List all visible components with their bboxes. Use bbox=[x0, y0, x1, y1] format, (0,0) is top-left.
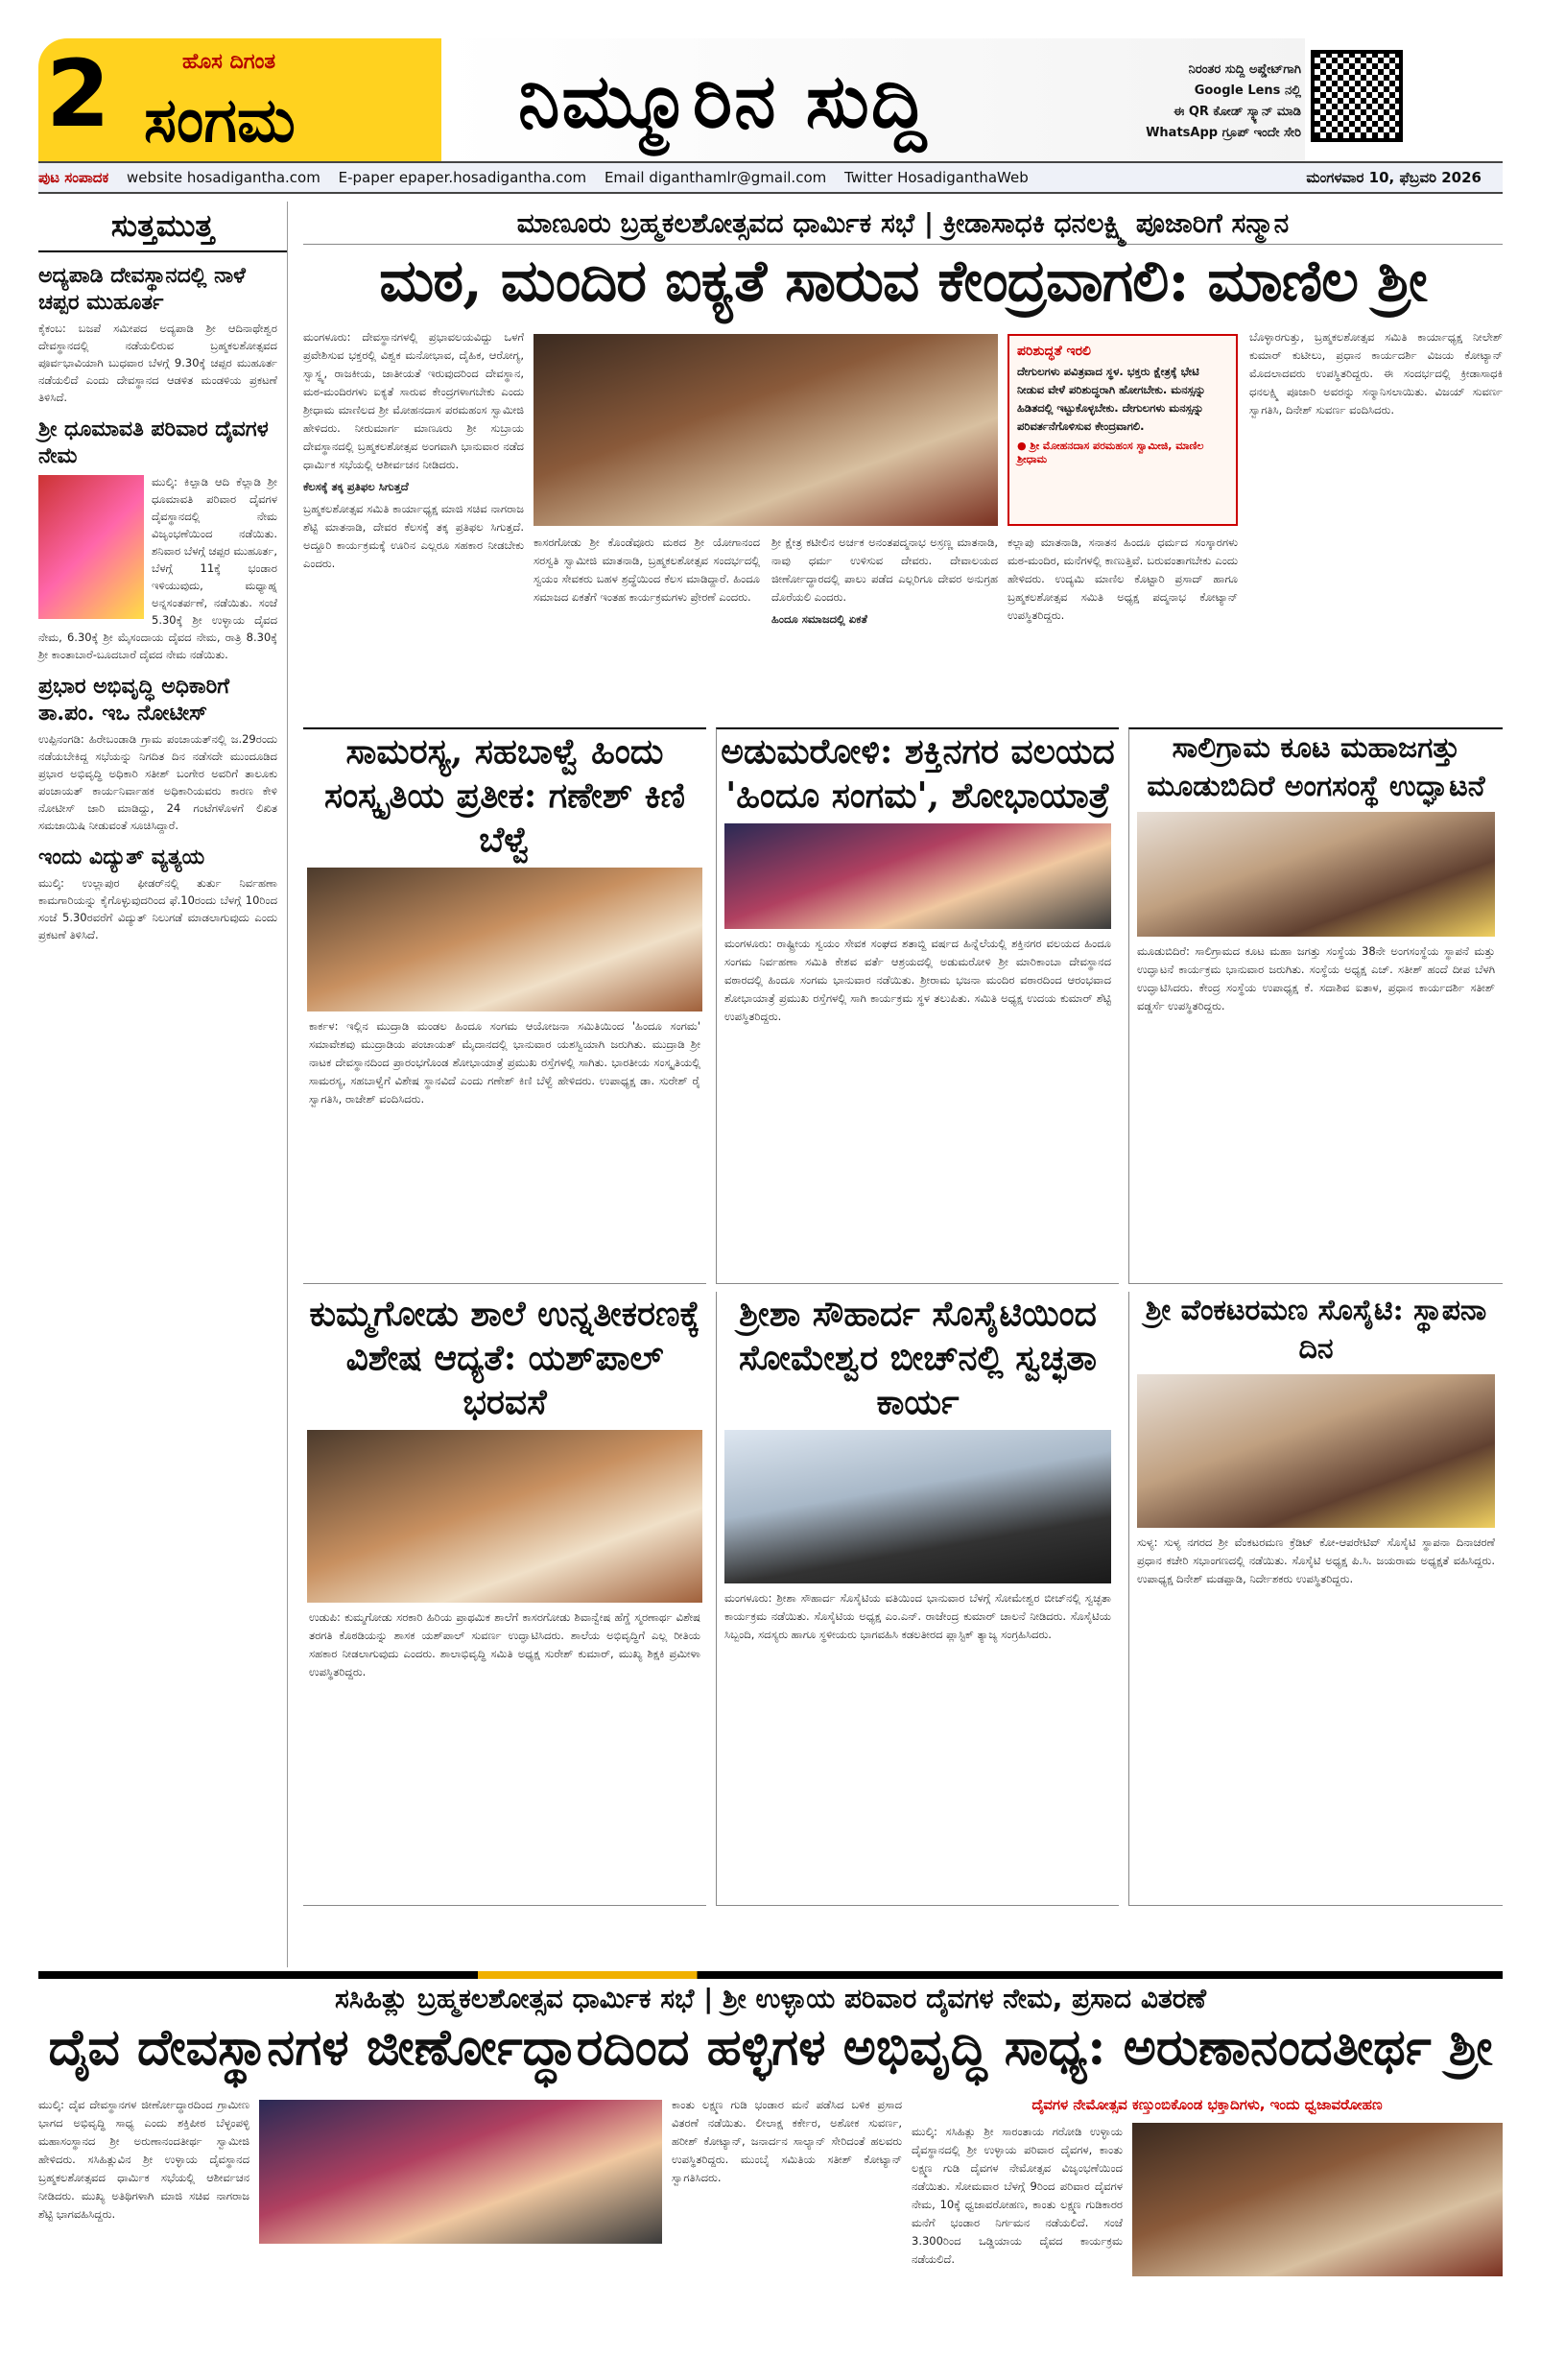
story-photo bbox=[307, 1430, 702, 1603]
left-story-3-headline: ಪ್ರಭಾರ ಅಭಿವೃದ್ಧಿ ಅಧಿಕಾರಿಗೆ ತಾ.ಪಂ. ಇಒ ನೋಟೀಸ್ bbox=[38, 674, 229, 726]
quote-box-byline: ● ಶ್ರೀ ಮೋಹನದಾಸ ಪರಮಹಂಸ ಸ್ವಾಮೀಜಿ, ಮಾಣಿಲ ಶ್ರೀಧಾಮ bbox=[1017, 440, 1204, 465]
bottom-red-kicker: ದೈವಗಳ ನೇಮೋತ್ಸವ ಕಣ್ತುಂಬಿಕೊಂಡ ಭಕ್ತಾದಿಗಳು, ಇಂದು ಧ್ವಜಾವರೋಹಣ bbox=[1031, 2096, 1383, 2113]
story-body: ಉಡುಪಿ: ಕುಮ್ಮಗೋಡು ಸರಕಾರಿ ಹಿರಿಯ ಪ್ರಾಥಮಿಕ ಶಾಲೆಗೆ ಕಾಸರಗೋಡು ಶಿವಾನ್ವೇಷ ಹೆಗ್ಡೆ ಸ್ಮರಣಾರ್ಥ ವಿಶೇಷ ತರಗತಿ ಕೊಠಡಿಯನ್ನು ಶಾಸಕ ಯಶ್‌ಪಾಲ್ ಸುವರ್ಣ ಉದ್ಘಾಟಿಸಿದರು. ಶಾಲೆಯ ಅಭಿವೃದ್ಧಿಗೆ ಎಲ್ಲ ರೀತಿಯ ಸಹಕಾರ ನೀಡಲಾಗುವುದು ಎಂದರು. ಶಾಲಾಭಿವೃದ್ಧಿ ಸಮಿತಿ ಅಧ್ಯಕ್ಷ ಸುರೇಶ್ ಕುಮಾರ್, ಮುಖ್ಯ ಶಿಕ್ಷಕಿ ಪ್ರಮೀಳಾ ಉಪಸ್ಥಿತರಿದ್ದರು. bbox=[309, 1610, 700, 1678]
story-headline: ಕುಮ್ಮಗೋಡು ಶಾಲೆ ಉನ್ನತೀಕರಣಕ್ಕೆ ವಿಶೇಷ ಆದ್ಯತೆ: ಯಶ್‌ಪಾಲ್ ಭರವಸೆ bbox=[309, 1294, 700, 1422]
website-link[interactable]: website hosadigantha.com bbox=[126, 169, 320, 186]
twitter-link[interactable]: Twitter HosadiganthaWeb bbox=[844, 169, 1029, 186]
qr-code-icon[interactable] bbox=[1311, 50, 1403, 142]
story-body: ಮಂಗಳೂರು: ರಾಷ್ಟ್ರೀಯ ಸ್ವಯಂ ಸೇವಕ ಸಂಘದ ಶತಾಬ್ದಿ ವರ್ಷದ ಹಿನ್ನೆಲೆಯಲ್ಲಿ ಶಕ್ತಿನಗರ ವಲಯದ ಹಿಂದೂ ಸಂಗಮ ನಿರ್ವಹಣಾ ಸಮಿತಿ ಕೇಶವ ವರ್ತೆ ಆಶ್ರಯದಲ್ಲಿ ಅಡುಮರೋಳಿ ಶ್ರೀ ಮಾರಿಕಾಂಬಾ ದೇವಸ್ಥಾನದ ವಠಾರದಲ್ಲಿ ಹಿಂದೂ ಸಂಗಮ ಭಾನುವಾರ ನಡೆಯಿತು. ಶ್ರೀರಾಮ ಭಜನಾ ಮಂದಿರ ವಠಾರದಿಂದ ಆರಂಭವಾದ ಶೋಭಾಯಾತ್ರೆ ಪ್ರಮುಖ ರಸ್ತೆಗಳಲ್ಲಿ ಸಾಗಿ ಕಾರ್ಯಕ್ರಮ ಸ್ಥಳ ತಲುಪಿತು. ಸಮಿತಿ ಅಧ್ಯಕ್ಷ ಉದಯ ಕುಮಾರ್ ಶೆಟ್ಟಿ ಉಪಸ್ಥಿತರಿದ್ದರು. bbox=[724, 937, 1111, 1023]
story-body: ಮೂಡುಬಿದಿರೆ: ಸಾಲಿಗ್ರಾಮದ ಕೂಟ ಮಹಾ ಜಗತ್ತು ಸಂಸ್ಥೆಯ 38ನೇ ಅಂಗಸಂಸ್ಥೆಯ ಸ್ಥಾಪನೆ ಮತ್ತು ಉದ್ಘಾಟನೆ ಕಾರ್ಯಕ್ರಮ ಭಾನುವಾರ ಜರುಗಿತು. ಸಂಸ್ಥೆಯ ಅಧ್ಯಕ್ಷ ಎಚ್. ಸತೀಶ್ ಹಂದೆ ದೀಪ ಬೆಳಗಿ ಉದ್ಘಾಟಿಸಿದರು. ಕೇಂದ್ರ ಸಂಸ್ಥೆಯ ಉಪಾಧ್ಯಕ್ಷ ಕೆ. ಸದಾಶಿವ ಐತಾಳ, ಪ್ರಧಾನ ಕಾರ್ಯದರ್ಶಿ ಸತೀಶ್ ವಡ್ಡರ್ಸೆ ಉಪಸ್ಥಿತರಿದ್ದರು. bbox=[1137, 944, 1495, 1012]
story-photo bbox=[724, 823, 1111, 929]
daiva-photo bbox=[38, 475, 144, 619]
left-story-2-body: ಮುಲ್ಕಿ: ಕಿಲ್ಪಾಡಿ ಆದಿ ಕೆಲ್ಲಾಡಿ ಶ್ರೀ ಧೂಮಾವತಿ ಪರಿವಾರ ದೈವಗಳ ದೈವಸ್ಥಾನದಲ್ಲಿ ನೇಮ ವಿಜೃಂಭಣೆಯಿಂದ ನಡೆಯಿತು. ಶನಿವಾರ ಬೆಳಗ್ಗೆ ಚಪ್ಪರ ಮುಹೂರ್ತ, ಬೆಳಗ್ಗೆ 11ಕ್ಕೆ ಭಂಡಾರ ಇಳಿಯುವುದು, ಮಧ್ಯಾಹ್ನ ಅನ್ನಸಂತರ್ಪಣೆ, ನಡೆಯಿತು. ಸಂಜೆ 5.30ಕ್ಕೆ ಶ್ರೀ ಉಳ್ಳಾಯ ದೈವದ ನೇಮ, 6.30ಕ್ಕೆ ಶ್ರೀ ಮೈಸಂದಾಯ ದೈವದ ನೇಮ, ರಾತ್ರಿ 8.30ಕ್ಕೆ ಶ್ರೀ ಕಾಂತಾಬಾರೆ-ಬೂದಬಾರೆ ದೈವದ ನೇಮ ನಡೆಯಿತು. bbox=[38, 475, 277, 661]
page-number: 2 bbox=[46, 40, 110, 148]
lead-subhead-1: ಕೆಲಸಕ್ಕೆ ತಕ್ಕ ಪ್ರತಿಫಲ ಸಿಗುತ್ತದೆ bbox=[303, 480, 409, 493]
story-photo bbox=[724, 1430, 1111, 1583]
qr-promo bbox=[1075, 60, 1301, 144]
left-story-4-body: ಮುಲ್ಕಿ: ಉಲ್ಲಾಪುರ ಫೀಡರ್‌ನಲ್ಲಿ ತುರ್ತು ನಿರ್ವಹಣಾ ಕಾಮಗಾರಿಯನ್ನು ಕೈಗೊಳ್ಳುವುದರಿಂದ ಫೆ.10ರಂದು ಬೆಳಗ್ಗೆ 10ರಿಂದ ಸಂಜೆ 5.30ರವರೆಗೆ ವಿದ್ಯುತ್ ನಿಲುಗಡೆ ಮಾಡಲಾಗುವುದು ಎಂದು ಪ್ರಕಟಣೆ ತಿಳಿಸಿದೆ. bbox=[38, 876, 277, 941]
lead-body-5: ಕಲ್ಲಾಪು ಮಾತನಾಡಿ, ಸನಾತನ ಹಿಂದೂ ಧರ್ಮದ ಸಂಸ್ಕಾರಗಳು ಮಠ-ಮಂದಿರ, ಮನೆಗಳಲ್ಲಿ ಕಾಣುತ್ತಿವೆ. ಬರುವಂತಾಗಬೇಕು ಎಂದು ಹೇಳಿದರು. ಉದ್ಯಮಿ ಮಾಣಿಲ ಕೊಟ್ಟಾರಿ ಪ್ರಸಾದ್ ಹಾಗೂ ಬ್ರಹ್ಮಕಲಶೋತ್ಸವ ಸಮಿತಿ ಅಧ್ಯಕ್ಷ ಪದ್ಮನಾಭ ಕೋಟ್ಯಾನ್ ಉಪಸ್ಥಿತರಿದ್ದರು. bbox=[1008, 536, 1238, 622]
brand-name: ಹೊಸ ದಿಗಂತ bbox=[182, 50, 276, 74]
story-body: ಕಾರ್ಕಳ: ಇಲ್ಲಿನ ಮುದ್ರಾಡಿ ಮಂಡಲ ಹಿಂದೂ ಸಂಗಮ ಆಯೋಜನಾ ಸಮಿತಿಯಿಂದ 'ಹಿಂದೂ ಸಂಗಮ' ಸಮಾವೇಶವು ಮುದ್ರಾಡಿಯ ಪಂಚಾಯತ್ ಮೈದಾನದಲ್ಲಿ ಭಾನುವಾರ ಯಶಸ್ವಿಯಾಗಿ ಜರುಗಿತು. ಮುದ್ರಾಡಿ ಶ್ರೀ ನಾಟಕ ದೇವಸ್ಥಾನದಿಂದ ಪ್ರಾರಂಭಗೊಂಡ ಶೋಭಾಯಾತ್ರೆ ಪ್ರಮುಖ ರಸ್ತೆಗಳಲ್ಲಿ ಸಾಗಿತು. ಭಾರತೀಯ ಸಂಸ್ಕೃತಿಯಲ್ಲಿ ಸಾಮರಸ್ಯ, ಸಹಬಾಳ್ವೆಗೆ ವಿಶೇಷ ಸ್ಥಾನವಿದೆ ಎಂದು ಗಣೇಶ್ ಕಿಣಿ ಬೆಳ್ವೆ ಹೇಳಿದರು. ಉಪಾಧ್ಯಕ್ಷ ಡಾ. ಸುರೇಶ್ ರೈ ಸ್ವಾಗತಿಸಿ, ರಾಜೇಶ್ ವಂದಿಸಿದರು. bbox=[309, 1019, 700, 1106]
bottom-story bbox=[38, 1983, 1503, 2367]
lead-body-3: ಕಾಸರಗೋಡು ಶ್ರೀ ಕೊಂಡೆವೂರು ಮಠದ ಶ್ರೀ ಯೋಗಾನಂದ ಸರಸ್ವತಿ ಸ್ವಾಮೀಜಿ ಮಾತನಾಡಿ, ಬ್ರಹ್ಮಕಲಶೋತ್ಸವ ಸಂದರ್ಭದಲ್ಲಿ ಸ್ವಯಂ ಸೇವಕರು ಬಹಳ ಶ್ರದ್ಧೆಯಿಂದ ಕೆಲಸ ಮಾಡಿದ್ದಾರೆ. ಹಿಂದೂ ಸಮಾಜದ ಏಕತೆಗೆ ಇಂತಹ ಕಾರ್ಯಕ್ರಮಗಳು ಪ್ರೇರಣೆ ಎಂದರು. bbox=[533, 536, 760, 604]
promo-line-1: ನಿರಂತರ ಸುದ್ದಿ ಅಪ್ಡೇಟ್‌ಗಾಗಿ bbox=[1188, 62, 1301, 77]
lead-headline: ಮಠ, ಮಂದಿರ ಐಕ್ಯತೆ ಸಾರುವ ಕೇಂದ್ರವಾಗಲಿ: ಮಾಣಿಲ ಶ್ರೀ bbox=[379, 248, 1427, 315]
left-story-1-body: ಕೈಕಂಬ: ಬಜಪೆ ಸಮೀಪದ ಅದ್ಯಪಾಡಿ ಶ್ರೀ ಆದಿನಾಥೇಶ್ವರ ದೇವಸ್ಥಾನದಲ್ಲಿ ನಡೆಯಲಿರುವ ಬ್ರಹ್ಮಕಲಶೋತ್ಸವದ ಪೂರ್ವಭಾವಿಯಾಗಿ ಬುಧವಾರ ಬೆಳಗ್ಗೆ 9.30ಕ್ಕೆ ಚಪ್ಪರ ಮುಹೂರ್ತ ನಡೆಯಲಿದೆ ಎಂದು ದೇವಸ್ಥಾನದ ಆಡಳಿತ ಮಂಡಳಿಯ ಪ್ರಕಟಣೆ ತಿಳಿಸಿದೆ. bbox=[38, 321, 277, 404]
left-column bbox=[38, 202, 288, 1967]
bottom-photo-1 bbox=[259, 2100, 662, 2244]
bottom-body-1: ಮುಲ್ಕಿ: ದೈವ ದೇವಸ್ಥಾನಗಳ ಜೀರ್ಣೋದ್ಧಾರದಿಂದ ಗ್ರಾಮೀಣ ಭಾಗದ ಅಭಿವೃದ್ಧಿ ಸಾಧ್ಯ ಎಂದು ಶಕ್ತಿಪೀಠ ಬೆಳ್ಳಂಪಳ್ಳಿ ಮಹಾಸಂಸ್ಥಾನದ ಶ್ರೀ ಅರುಣಾನಂದತೀರ್ಥ ಸ್ವಾಮೀಜಿ ಹೇಳಿದರು. ಸಸಿಹಿತ್ಲುವಿನ ಶ್ರೀ ಉಳ್ಳಾಯ ದೈವಸ್ಥಾನದ ಬ್ರಹ್ಮಕಲಶೋತ್ಸವದ ಧಾರ್ಮಿಕ ಸಭೆಯಲ್ಲಿ ಆಶೀರ್ವಚನ ನೀಡಿದರು. ಮುಖ್ಯ ಅತಿಥಿಗಳಾಗಿ ಮಾಜಿ ಸಚಿವ ನಾಗರಾಜ ಶೆಟ್ಟಿ ಭಾಗವಹಿಸಿದ್ದರು. bbox=[38, 2098, 249, 2221]
story-photo bbox=[307, 868, 702, 1012]
page-title: ನಿಮ್ಮೂರಿನ ಸುದ್ದಿ bbox=[518, 58, 929, 145]
bottom-kicker: ಸಸಿಹಿತ್ಲು ಬ್ರಹ್ಮಕಲಶೋತ್ಸವ ಧಾರ್ಮಿಕ ಸಭೆ | ಶ್ರೀ ಉಳ್ಳಾಯ ಪರಿವಾರ ದೈವಗಳ ನೇಮ, ಪ್ರಸಾದ ವಿತರಣೆ bbox=[335, 1983, 1206, 2014]
info-strip bbox=[38, 161, 1503, 194]
story-saligrama-kuta bbox=[1128, 727, 1503, 1284]
story-headline: ಅಡುಮರೋಳಿ: ಶಕ್ತಿನಗರ ವಲಯದ 'ಹಿಂದೂ ಸಂಗಮ', ಶೋಭಾಯಾತ್ರೆ bbox=[721, 731, 1115, 816]
story-venkataramana-society bbox=[1128, 1292, 1503, 1906]
lead-body-1-text: ಮಂಗಳೂರು: ದೇವಸ್ಥಾನಗಳಲ್ಲಿ ಪ್ರಭಾವಲಯವಿದ್ದು ಒಳಗೆ ಪ್ರವೇಶಿಸುವ ಭಕ್ತರಲ್ಲಿ ವಿಶ್ವಕ ಮನೋಭಾವ, ದೈಹಿಕ, ಆರೋಗ್ಯ, ಸ್ವಾಸ್ಥ್ಯ, ರಾಜಕೀಯ, ಜಾತೀಯತೆ ಇರುವುದರಿಂದ ದೇವಸ್ಥಾನ, ಮಠ-ಮಂದಿರಗಳು ಐಕ್ಯತೆ ಸಾರುವ ಕೇಂದ್ರಗಳಾಗಬೇಕು ಎಂದು ಶ್ರೀಧಾಮ ಮಾಣಿಲದ ಶ್ರೀ ಮೋಹನದಾಸ ಪರಮಹಂಸ ಸ್ವಾಮೀಜಿ ಹೇಳಿದರು. ನೀರುಮಾರ್ಗ ಮಾಣೂರು ಶ್ರೀ ಸುಬ್ರಾಯ ದೇವಸ್ಥಾನದಲ್ಲಿ ಬ್ರಹ್ಮಕಲಶೋತ್ಸವ ಅಂಗವಾಗಿ ಭಾನುವಾರ ನಡೆದ ಧಾರ್ಮಿಕ ಸಭೆಯಲ್ಲಿ ಆಶೀರ್ವಚನ ನೀಡಿದರು. bbox=[303, 330, 524, 471]
bottom-body-2: ಕಾಂತು ಲಕ್ಷ್ಮಣ ಗುಡಿ ಭಂಡಾರ ಮನೆ ಪಡೆಸಿದ ಬಳಿಕ ಪ್ರಸಾದ ವಿತರಣೆ ನಡೆಯಿತು. ಲೀಲಾಕ್ಷ ಕರ್ಕೇರ, ಅಶೋಕ ಸುವರ್ಣ, ಹರೀಶ್ ಕೋಟ್ಯಾನ್, ಜನಾರ್ದನ ಸಾಲ್ಯಾನ್ ಸೇರಿದಂತೆ ಹಲವರು ಉಪಸ್ಥಿತರಿದ್ದರು. ಮುಂಬೈ ಸಮಿತಿಯ ಸತೀಶ್ ಕೋಟ್ಯಾನ್ ಸ್ವಾಗತಿಸಿದರು. bbox=[672, 2098, 902, 2184]
issue-date: ಮಂಗಳವಾರ 10, ಫೆಬ್ರವರಿ 2026 bbox=[1306, 169, 1482, 186]
story-photo bbox=[1137, 812, 1495, 937]
promo-line-4: WhatsApp ಗ್ರೂಪ್ ಇಂದೇ ಸೇರಿ bbox=[1146, 126, 1301, 140]
lead-body-2-text: ಬ್ರಹ್ಮಕಲಶೋತ್ಸವ ಸಮಿತಿ ಕಾರ್ಯಾಧ್ಯಕ್ಷ ಮಾಜಿ ಸಚಿವ ನಾಗರಾಜ ಶೆಟ್ಟಿ ಮಾತನಾಡಿ, ದೇವರ ಕೆಲಸಕ್ಕೆ ತಕ್ಕ ಪ್ರತಿಫಲ ಸಿಗುತ್ತದೆ. ಅದ್ದೂರಿ ಕಾರ್ಯಕ್ರಮಕ್ಕೆ ಊರಿನ ಎಲ್ಲರೂ ಸಹಕಾರ ನೀಡಬೇಕು ಎಂದರು. bbox=[303, 502, 524, 570]
lead-story bbox=[303, 203, 1503, 722]
bottom-headline: ದೈವ ದೇವಸ್ಥಾನಗಳ ಜೀರ್ಣೋದ್ಧಾರದಿಂದ ಹಳ್ಳಿಗಳ ಅಭಿವೃದ್ಧಿ ಸಾಧ್ಯ: ಅರುಣಾನಂದತೀರ್ಥ ಶ್ರೀ bbox=[48, 2018, 1493, 2077]
masthead-yellow-block bbox=[38, 38, 441, 161]
masthead bbox=[38, 38, 1503, 161]
story-adumaroli-sangama bbox=[716, 727, 1119, 1284]
story-headline: ಶ್ರೀಶಾ ಸೌಹಾರ್ದ ಸೊಸೈಟಿಯಿಂದ ಸೋಮೇಶ್ವರ ಬೀಚ್‌ನಲ್ಲಿ ಸ್ವಚ್ಛತಾ ಕಾರ್ಯ bbox=[739, 1294, 1097, 1422]
lead-kicker: ಮಾಣೂರು ಬ್ರಹ್ಮಕಲಶೋತ್ಸವದ ಧಾರ್ಮಿಕ ಸಭೆ | ಕ್ರೀಡಾಸಾಧಕಿ ಧನಲಕ್ಷ್ಮಿ ಪೂಜಾರಿಗೆ ಸನ್ಮಾನ bbox=[303, 203, 1503, 245]
lead-subhead-2: ಹಿಂದೂ ಸಮಾಜದಲ್ಲಿ ಏಕತೆ bbox=[771, 612, 867, 626]
bottom-photo-2 bbox=[1132, 2123, 1503, 2276]
left-story-3-body: ಉಪ್ಪಿನಂಗಡಿ: ಹಿರೇಬಂಡಾಡಿ ಗ್ರಾಮ ಪಂಚಾಯತ್‌ನಲ್ಲಿ ಜ.29ರಂದು ನಡೆಯಬೇಕಿದ್ದ ಸಭೆಯನ್ನು ನಿಗದಿತ ದಿನ ನಡೆಸದೇ ಮುಂದೂಡಿದ ಪ್ರಭಾರ ಅಭಿವೃದ್ಧಿ ಅಧಿಕಾರಿ ಸತೀಶ್ ಬಂಗೇರ ಅವರಿಗೆ ತಾಲೂಕು ಪಂಚಾಯತ್ ಕಾರ್ಯನಿರ್ವಾಹಕ ಅಧಿಕಾರಿಯವರು ಕಾರಣ ಕೇಳಿ ನೋಟೀಸ್ ಜಾರಿ ಮಾಡಿದ್ದು, 24 ಗಂಟೆಗಳೊಳಗೆ ಲಿಖಿತ ಸಮಜಾಯಿಷಿ ನೀಡುವಂತೆ ಸೂಚಿಸಿದ್ದಾರೆ. bbox=[38, 732, 277, 832]
promo-line-3: ಈ QR ಕೋಡ್ ಸ್ಕ್ಯಾನ್ ಮಾಡಿ bbox=[1174, 105, 1301, 119]
column-title: ಸುತ್ತಮುತ್ತ bbox=[38, 202, 287, 252]
story-hindu-sangama-mudradi bbox=[303, 727, 706, 1284]
story-body: ಮಂಗಳೂರು: ಶ್ರೀಶಾ ಸೌಹಾರ್ದ ಸೊಸೈಟಿಯ ವತಿಯಿಂದ ಭಾನುವಾರ ಬೆಳಗ್ಗೆ ಸೋಮೇಶ್ವರ ಬೀಚ್‌ನಲ್ಲಿ ಸ್ವಚ್ಛತಾ ಕಾರ್ಯಕ್ರಮ ನಡೆಯಿತು. ಸೊಸೈಟಿಯ ಅಧ್ಯಕ್ಷ ಎಂ.ಎನ್. ರಾಜೇಂದ್ರ ಕುಮಾರ್ ಚಾಲನೆ ನೀಡಿದರು. ಸೊಸೈಟಿಯ ಸಿಬ್ಬಂದಿ, ಸದಸ್ಯರು ಹಾಗೂ ಸ್ಥಳೀಯರು ಭಾಗವಹಿಸಿ ಕಡಲತೀರದ ಪ್ಲಾಸ್ಟಿಕ್ ತ್ಯಾಜ್ಯ ಸಂಗ್ರಹಿಸಿದರು. bbox=[724, 1591, 1111, 1641]
editor-label: ಪುಟ ಸಂಪಾದಕ bbox=[38, 169, 109, 186]
quote-box-title: ಪರಿಶುದ್ಧತೆ ಇರಲಿ bbox=[1017, 344, 1091, 359]
story-photo bbox=[1137, 1374, 1495, 1528]
lead-photo bbox=[533, 334, 998, 526]
left-story-1-headline: ಅದ್ಯಪಾಡಿ ದೇವಸ್ಥಾನದಲ್ಲಿ ನಾಳೆ ಚಪ್ಪರ ಮುಹೂರ್ತ bbox=[38, 263, 246, 315]
lead-body-4-col bbox=[771, 534, 998, 716]
bottom-body-3: ಮುಲ್ಕಿ: ಸಸಿಹಿತ್ಲು ಶ್ರೀ ಸಾರಂತಾಯ ಗರೋಡಿ ಉಳ್ಳಾಯ ದೈವಸ್ಥಾನದಲ್ಲಿ ಶ್ರೀ ಉಳ್ಳಾಯ ಪರಿವಾರ ದೈವಗಳ, ಕಾಂತು ಲಕ್ಷ್ಮಣ ಗುಡಿ ದೈವಗಳ ನೇಮೋತ್ಸವ ವಿಜೃಂಭಣೆಯಿಂದ ನಡೆಯಿತು. ಸೋಮವಾರ ಬೆಳಗ್ಗೆ 9ರಿಂದ ಪರಿವಾರ ದೈವಗಳ ನೇಮ, 10ಕ್ಕೆ ಧ್ವಜಾವರೋಹಣ, ಕಾಂತು ಲಕ್ಷ್ಮಣ ಗುಡಿಕಾರರ ಮನೆಗೆ ಭಂಡಾರ ನಿರ್ಗಮನ ನಡೆಯಲಿದೆ. ಸಂಜೆ 3.300ರಿಂದ ಒಡ್ಡಿಯಾಯ ದೈವದ ಕಾರ್ಯಕ್ರಮ ನಡೆಯಲಿದೆ. bbox=[912, 2125, 1123, 2266]
story-body: ಸುಳ್ಯ: ಸುಳ್ಯ ನಗರದ ಶ್ರೀ ವೆಂಕಟರಮಣ ಕ್ರೆಡಿಟ್ ಕೋ-ಆಪರೇಟಿವ್ ಸೊಸೈಟಿ ಸ್ಥಾಪನಾ ದಿನಾಚರಣೆ ಪ್ರಧಾನ ಕಚೇರಿ ಸಭಾಂಗಣದಲ್ಲಿ ನಡೆಯಿತು. ಸೊಸೈಟಿ ಅಧ್ಯಕ್ಷ ಪಿ.ಸಿ. ಜಯರಾಮ ಅಧ್ಯಕ್ಷತೆ ವಹಿಸಿದ್ದರು. ಉಪಾಧ್ಯಕ್ಷ ದಿನೇಶ್ ಮಡಪ್ಪಾಡಿ, ನಿರ್ದೇಶಕರು ಉಪಸ್ಥಿತರಿದ್ದರು. bbox=[1137, 1535, 1495, 1585]
promo-line-2: Google Lens ನಲ್ಲಿ bbox=[1194, 83, 1301, 98]
quote-box bbox=[1008, 334, 1238, 526]
story-headline: ಸಾಮರಸ್ಯ, ಸಹಬಾಳ್ವೆ ಹಿಂದು ಸಂಸ್ಕೃತಿಯ ಪ್ರತೀಕ: ಗಣೇಶ್ ಕಿಣಿ ಬೆಳ್ವೆ bbox=[323, 731, 686, 860]
quote-box-text: ದೇಗುಲಗಳು ಪವಿತ್ರವಾದ ಸ್ಥಳ. ಭಕ್ತರು ಕ್ಷೇತ್ರಕ್ಕೆ ಭೇಟಿ ನೀಡುವ ವೇಳೆ ಪರಿಶುದ್ಧರಾಗಿ ಹೋಗಬೇಕು. ಮನಸ್ಸನ್ನು ಹಿಡಿತದಲ್ಲಿ ಇಟ್ಟುಕೊಳ್ಳಬೇಕು. ದೇಗುಲಗಳು ಮನಸ್ಸನ್ನು ಪರಿವರ್ತನೆಗೊಳಿಸುವ ಕೇಂದ್ರವಾಗಲಿ. bbox=[1017, 365, 1206, 433]
left-story-4-headline: ಇಂದು ವಿದ್ಯುತ್ ವ್ಯತ್ಯಯ bbox=[38, 845, 205, 869]
story-kummagodu-school bbox=[303, 1292, 706, 1906]
lead-body-6: ಬೊಳ್ಳಾರಗುತ್ತು, ಬ್ರಹ್ಮಕಲಶೋತ್ಸವ ಸಮಿತಿ ಕಾರ್ಯಾಧ್ಯಕ್ಷ ನೀಲೇಶ್ ಕುಮಾರ್ ಕುಟೀಲು, ಪ್ರಧಾನ ಕಾರ್ಯದರ್ಶಿ ವಿಜಯ ಕೋಟ್ಯಾನ್ ಮೊದಲಾದವರು ಉಪಸ್ಥಿತರಿದ್ದರು. ಈ ಸಂದರ್ಭದಲ್ಲಿ ಕ್ರೀಡಾಸಾಧಕಿ ಧನಲಕ್ಷ್ಮಿ ಪೂಜಾರಿ ಅವರನ್ನು ಸನ್ಮಾನಿಸಲಾಯಿತು. ವಿಜಯ್ ಸುವರ್ಣ ಸ್ವಾಗತಿಸಿ, ದಿನೇಶ್ ಸುವರ್ಣ ವಂದಿಸಿದರು. bbox=[1249, 330, 1503, 416]
story-headline: ಶ್ರೀ ವೆಂಕಟರಮಣ ಸೊಸೈಟಿ: ಸ್ಥಾಪನಾ ದಿನ bbox=[1145, 1294, 1487, 1366]
story-someshwara-beach bbox=[716, 1292, 1119, 1906]
section-divider bbox=[38, 1971, 1503, 1979]
left-story-2-headline: ಶ್ರೀ ಧೂಮಾವತಿ ಪರಿವಾರ ದೈವಗಳ ನೇಮ bbox=[38, 416, 269, 468]
epaper-link[interactable]: E-paper epaper.hosadigantha.com bbox=[338, 169, 587, 186]
story-headline: ಸಾಲಿಗ್ರಾಮ ಕೂಟ ಮಹಾಜಗತ್ತು ಮೂಡುಬಿದಿರೆ ಅಂಗಸಂಸ್ಥೆ ಉದ್ಘಾಟನೆ bbox=[1147, 731, 1485, 803]
email-link[interactable]: Email diganthamlr@gmail.com bbox=[604, 169, 827, 186]
section-name: ಸಂಗಮ bbox=[144, 84, 296, 156]
lead-body-1 bbox=[303, 328, 524, 712]
lead-body-4-text: ಶ್ರೀ ಕ್ಷೇತ್ರ ಕಟೀಲಿನ ಅರ್ಚಕ ಅನಂತಪದ್ಮನಾಭ ಅಸ್ರಣ್ಣ ಮಾತನಾಡಿ, ನಾವು ಧರ್ಮ ಉಳಿಸುವ ದೇವರು. ದೇವಾಲಯದ ಜೀರ್ಣೋದ್ಧಾರದಲ್ಲಿ ಪಾಲು ಪಡೆದ ಎಲ್ಲರಿಗೂ ದೇವರ ಅನುಗ್ರಹ ದೊರೆಯಲಿ ಎಂದರು. bbox=[771, 536, 998, 604]
